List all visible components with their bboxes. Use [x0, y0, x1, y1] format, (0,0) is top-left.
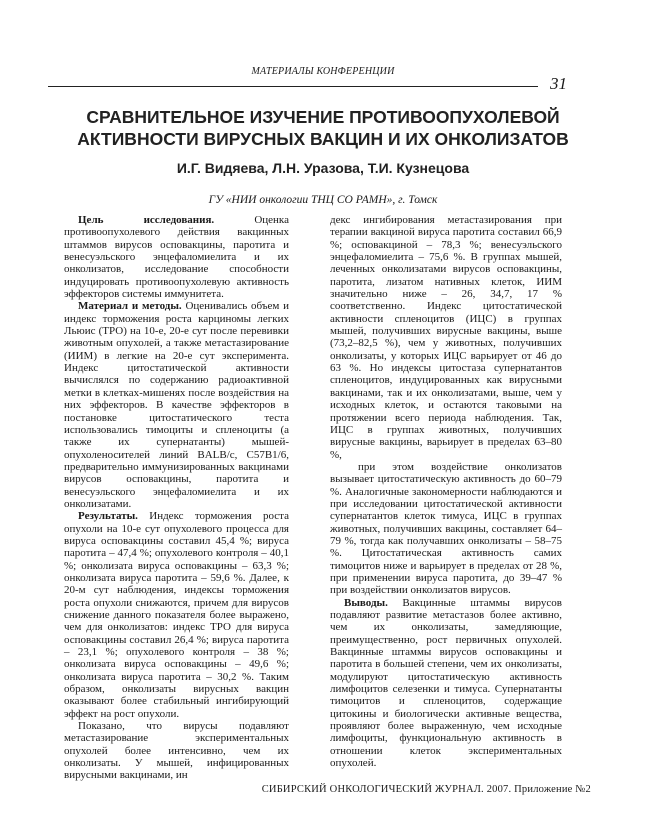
- methods-paragraph: [64, 300, 289, 510]
- right-column: [330, 214, 562, 769]
- page-number: 31: [550, 74, 567, 93]
- title-line-1: СРАВНИТЕЛЬНОЕ ИЗУЧЕНИЕ ПРОТИВООПУХОЛЕВОЙ: [86, 107, 560, 127]
- methods-text: Оценивались объем и индекс торможения роста карциномы легких Льюис (ТРО) на 10-е, 20-е сут после перевивки животным опухолей, а также метастазирование (ИИМ) в легкие на 20-е сут эксперимента. Индекс цитостатической активности вычислялся по содержанию радиоактивной метки в клетках-мишенях после воздействия на них эффекторов. В качестве эффекторов в постановке цитостатического теста использовались тимоциты и спленоциты (а также их супернатанты) мышей-опухоленосителей линий BALB/c, C57B1/6, предварительно иммунизированных вакцинами вирусов осповакцины, паротита и венесуэльского энцефаломиелита и их онколизатами.: [64, 300, 289, 510]
- results-label: Результаты.: [78, 510, 138, 523]
- conclusions-label: Выводы.: [344, 596, 388, 609]
- title-line-2: АКТИВНОСТИ ВИРУСНЫХ ВАКЦИН И ИХ ОНКОЛИЗАТОВ: [77, 129, 569, 149]
- authors: И.Г. Видяева, Л.Н. Уразова, Т.И. Кузнецова: [176, 160, 470, 176]
- left-column: [64, 214, 289, 782]
- journal-footer: СИБИРСКИЙ ОНКОЛОГИЧЕСКИЙ ЖУРНАЛ. 2007. Приложение №2: [261, 784, 591, 795]
- metastasis-paragraph: Показано, что вирусы подавляют метастазирование экспериментальных опухолей более интенсивно, чем их онколизаты. У мышей, инфицированных вирусными вакцинами, ин: [64, 720, 289, 782]
- header-rule: [48, 86, 538, 87]
- results-text: Индекс торможения роста опухоли на 10-е сут опухолевого процесса для вируса осповакцины составил 45,4 %; вируса паротита – 47,4 %; опухолевого контроля – 40,1 %; онколизата вируса осповакцины – 63,3 %; онколизата вируса паротита – 59,6 %. Далее, к 20-м сут наблюдения, индексы торможения роста опухоли снижаются, причем для вирусов снижение данного показателя более выражено, чем для онколизатов: индекс ТРО для вируса осповакцины составил 26,4 %; вируса паротита – 23,1 %; опухолевого контроля – 38 %; онколизата вируса осповакцины – 49,6 %; онколизата вируса паротита – 30,2 %. Таким образом, онколизаты вирусных вакцин оказывают более стабильный ингибирующий эффект на рост опухоли.: [64, 510, 289, 720]
- thymus-paragraph: при этом воздействие онколизатов вызывает цитостатическую активность до 60–79 %. Аналогичные закономерности наблюдаются и при исследовании цитостатической активности супернатантов клеток тимуса, ИЦС в группах животных, получивших вакцины, составляет 64–79 %, тогда как получавших онколизаты – 58–75 %. Цитостатическая активность самих тимоцитов ниже и варьирует в пределах от 28 %, при применении вируса паротита, до 39–47 % при воздействии онколизатов вирусов.: [330, 460, 562, 597]
- conclusions-text: Вакцинные штаммы вирусов подавляют развитие метастазов более активно, чем их онколизаты, замедляющие, преимущественно, рост первичных опухолей. Вакцинные штаммы вирусов осповакцины и паротита в большей степени, чем их онколизаты, модулируют цитостатическую активность лимфоцитов селезенки и тимуса. Супернатанты тимоцитов и спленоцитов, содержащие цитокины и биологически активные вещества, проявляют более выраженную, чем исходные лимфоциты, функциональную активность в отношении клеток экспериментальных опухолей.: [330, 596, 562, 770]
- results-paragraph: [64, 510, 289, 720]
- aim-text: Оценка противоопухолевого действия вакцинных штаммов вирусов осповакцины, паротита и венесуэльского энцефаломиелита и их онколизатов, исследование способности индуцировать противоопухолевую активность эффекторов системы иммунитета.: [64, 214, 289, 301]
- aim-paragraph: [64, 214, 289, 300]
- methods-label: Материал и методы.: [78, 300, 182, 313]
- running-head: МАТЕРИАЛЫ КОНФЕРЕНЦИИ: [251, 66, 395, 77]
- aim-label: Цель исследования.: [78, 214, 215, 226]
- continued-paragraph: декс ингибирования метастазирования при терапии вакциной вируса паротита составил 66,9 %; осповакциной – 78,3 %; венесуэльского энцефаломиелита – 75,6 %. В группах мышей, леченных онколизатами вирусов осповакцины, паротита, лизатом нативных клеток, ИИМ значительно ниже – 26, 34,7, 17 % соответственно. Индекс цитостатической активности спленоцитов (ИЦС) в группах мышей, получивших вирусные вакцины, выше (73,2–82,5 %), чем у животных, получивших онколизаты, у которых ИЦС варьирует от 46 до 63 %. Но индексы цитостаза супернатантов спленоцитов, индуцированных как вирусными вакцинами, так и их онколизатами, выше, чем у исходных клеток, и остаются таковыми на протяжении всего периода наблюдения. Так, ИЦС в группах животных, получивших вирусные вакцины, варьирует в пределах 63–80 %,: [330, 214, 562, 461]
- article-title: [40, 106, 606, 150]
- affiliation: ГУ «НИИ онкологии ТНЦ СО РАМН», г. Томск: [208, 194, 438, 206]
- conclusions-paragraph: [330, 597, 562, 770]
